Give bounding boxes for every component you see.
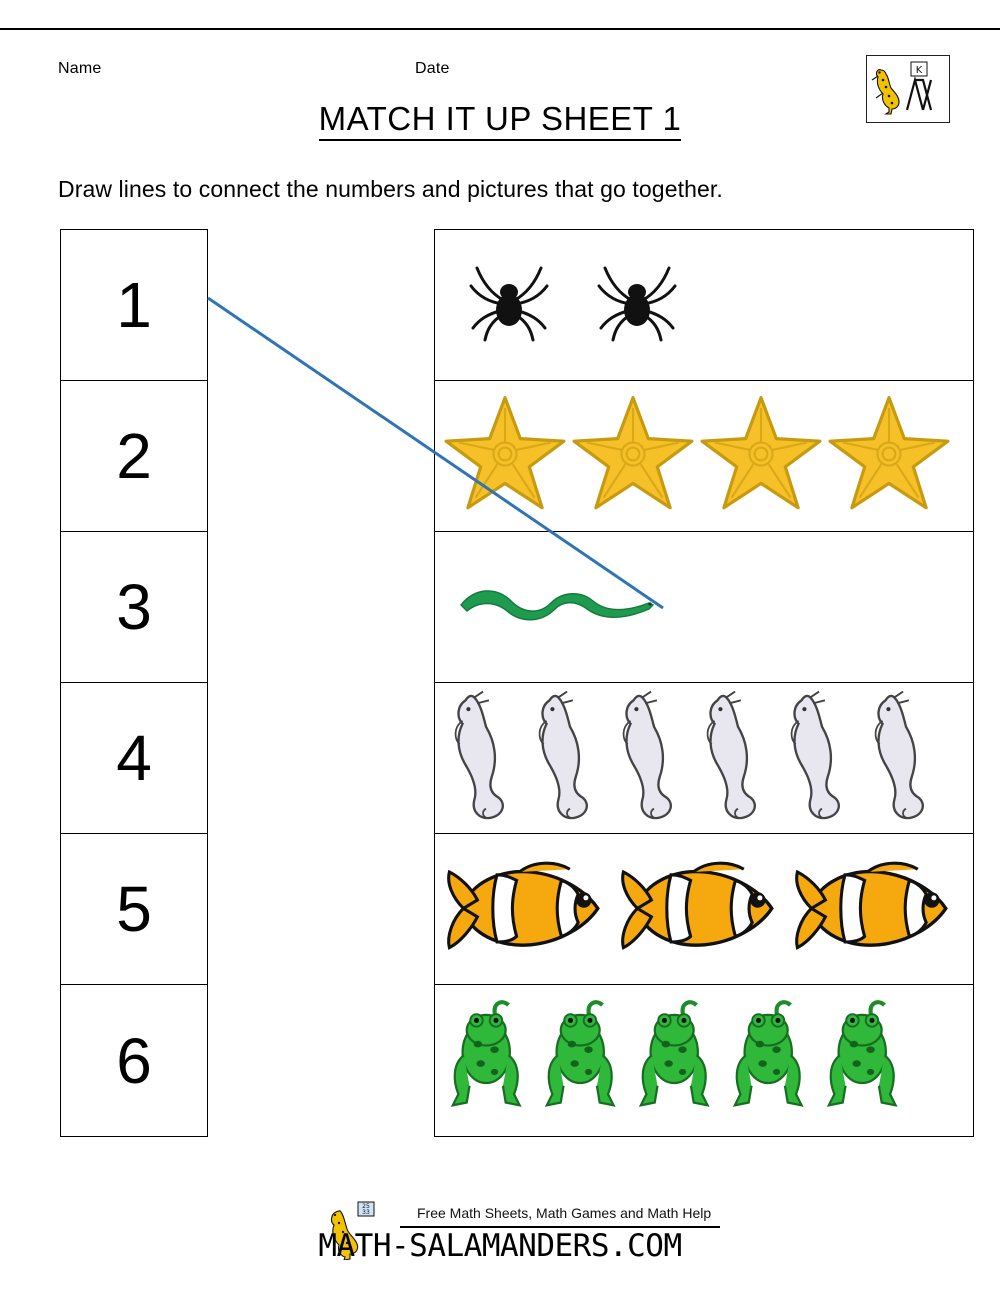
svg-text:33: 33 <box>362 1209 370 1216</box>
number-cell-3[interactable] <box>61 532 207 683</box>
clownfish-icon <box>789 855 957 964</box>
spider-icon <box>591 260 683 351</box>
page-title <box>0 100 1000 138</box>
clownfish-icon <box>615 855 783 964</box>
number-value: 1 <box>116 269 152 341</box>
seahorse-icon <box>865 683 947 834</box>
number-value: 2 <box>116 420 152 492</box>
picture-cell-starfish[interactable] <box>435 381 973 532</box>
picture-cell-spiders[interactable] <box>435 230 973 381</box>
frog-icon <box>447 994 531 1127</box>
instructions-text: Draw lines to connect the numbers and pictures that go together. <box>58 176 723 202</box>
number-cell-2[interactable] <box>61 381 207 532</box>
page-title-text: MATCH IT UP SHEET 1 <box>319 100 682 141</box>
frog-icon <box>541 994 625 1127</box>
pictures-column <box>434 229 974 1137</box>
picture-cell-snake[interactable] <box>435 532 973 683</box>
top-divider <box>0 28 1000 30</box>
logo-letter: K <box>915 65 923 76</box>
number-value: 5 <box>116 873 152 945</box>
number-value: 6 <box>116 1024 152 1097</box>
number-value: 3 <box>116 571 152 643</box>
starfish-icon <box>441 390 569 523</box>
date-label: Date <box>415 60 450 77</box>
picture-cell-seahorses[interactable] <box>435 683 973 834</box>
seahorse-icon <box>613 683 695 834</box>
snake-icon <box>453 575 663 640</box>
clownfish-icon <box>441 855 609 964</box>
frog-icon <box>823 994 907 1127</box>
name-label: Name <box>58 60 102 77</box>
seahorse-icon <box>781 683 863 834</box>
frog-icon <box>635 994 719 1127</box>
footer-brand[interactable]: MATH-SALAMANDERS.COM <box>318 1228 682 1264</box>
starfish-icon <box>825 390 953 523</box>
seahorse-icon <box>529 683 611 834</box>
numbers-column <box>60 229 208 1137</box>
seahorse-icon <box>697 683 779 834</box>
number-cell-6[interactable] <box>61 985 207 1136</box>
starfish-icon <box>697 390 825 523</box>
frog-icon <box>729 994 813 1127</box>
number-cell-1[interactable] <box>61 230 207 381</box>
starfish-icon <box>569 390 697 523</box>
seahorse-icon <box>445 683 527 834</box>
number-cell-4[interactable] <box>61 683 207 834</box>
number-value: 4 <box>116 722 152 794</box>
svg-text:25: 25 <box>362 1203 370 1210</box>
spider-icon <box>463 260 555 351</box>
footer-tagline: Free Math Sheets, Math Games and Math Help <box>417 1205 712 1221</box>
picture-cell-frogs[interactable] <box>435 985 973 1136</box>
number-cell-5[interactable] <box>61 834 207 985</box>
picture-cell-clownfish[interactable] <box>435 834 973 985</box>
